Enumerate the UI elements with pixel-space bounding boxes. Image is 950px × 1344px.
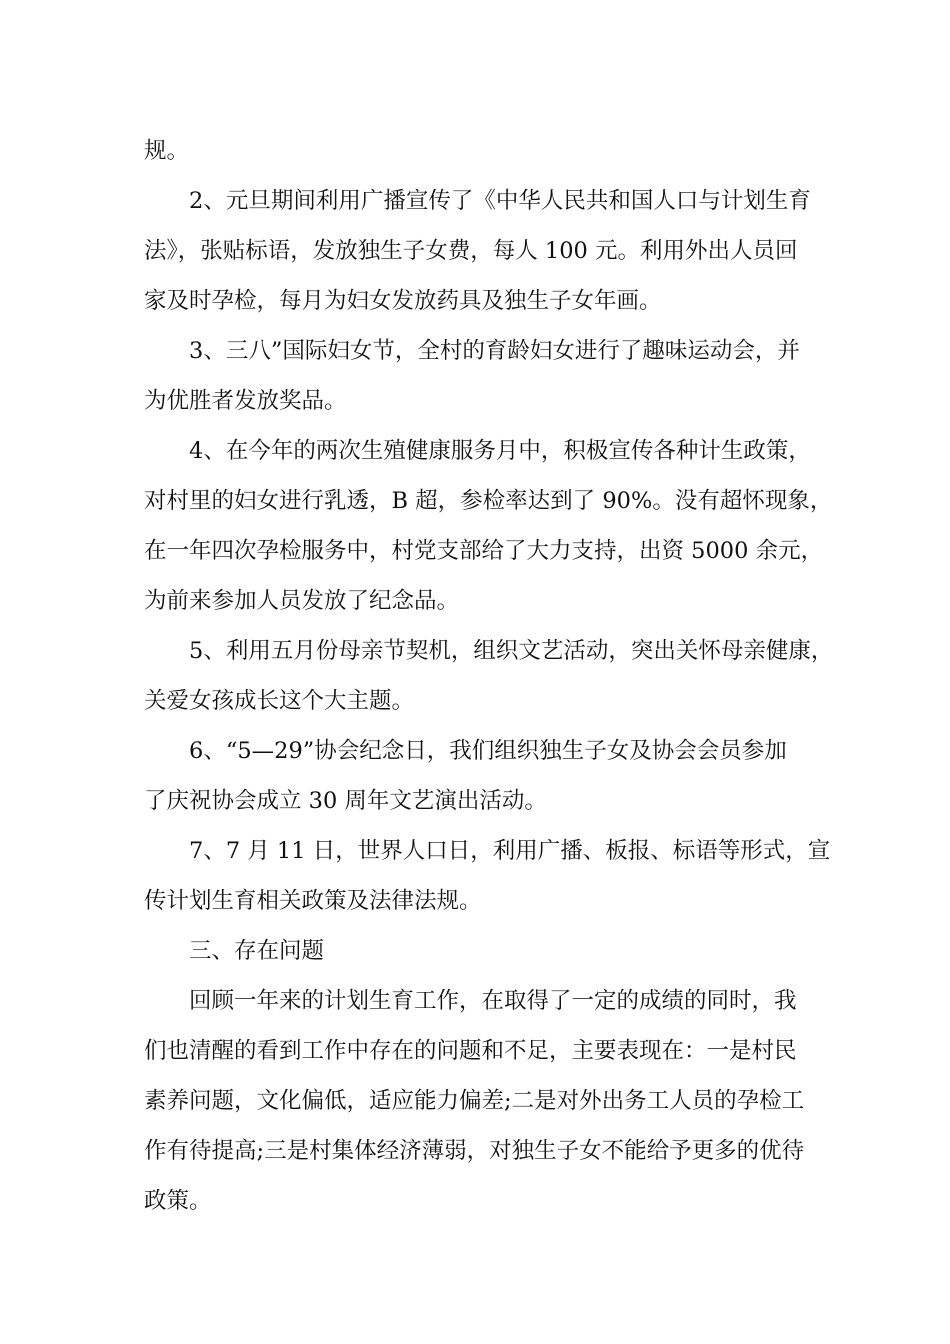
- text-line: 规。: [144, 138, 190, 164]
- paragraph-item-6-line-2: 了庆祝协会成立 30 周年文艺演出活动。: [144, 788, 547, 814]
- paragraph-item-2-line-1: 2、元旦期间利用广播宣传了《中华人民共和国人口与计划生育: [189, 188, 811, 214]
- paragraph-item-3-line-2: 为优胜者发放奖品。: [144, 388, 347, 414]
- paragraph-item-4-line-3: 在一年四次孕检服务中，村党支部给了大力支持，出资 5000 余元，: [144, 538, 824, 564]
- section-heading: 三、存在问题: [189, 938, 325, 964]
- summary-paragraph-line-2: 们也清醒的看到工作中存在的问题和不足，主要表现在：一是村民: [144, 1038, 797, 1064]
- paragraph-item-3-line-1: 3、三八”国际妇女节，全村的育龄妇女进行了趣味运动会，并: [189, 338, 800, 364]
- summary-paragraph-line-3: 素养问题，文化偏低，适应能力偏差;二是对外出务工人员的孕检工: [144, 1088, 805, 1114]
- summary-paragraph-line-5: 政策。: [144, 1188, 212, 1214]
- paragraph-item-2-line-3: 家及时孕检，每月为妇女发放药具及独生子女年画。: [144, 288, 662, 314]
- paragraph-item-5-line-2: 关爱女孩成长这个大主题。: [144, 688, 415, 714]
- paragraph-item-4-line-1: 4、在今年的两次生殖健康服务月中，积极宣传各种计生政策，: [189, 438, 811, 464]
- paragraph-item-7-line-2: 传计划生育相关政策及法律法规。: [144, 888, 482, 914]
- paragraph-item-6-line-1: 6、“5—29”协会纪念日，我们组织独生子女及协会会员参加: [189, 738, 787, 764]
- paragraph-item-5-line-1: 5、利用五月份母亲节契机，组织文艺活动，突出关怀母亲健康，: [189, 638, 834, 664]
- paragraph-item-4-line-2: 对村里的妇女进行乳透，B 超，参检率达到了 90%。没有超怀现象，: [144, 488, 833, 514]
- paragraph-item-4-line-4: 为前来参加人员发放了纪念品。: [144, 588, 460, 614]
- paragraph-item-7-line-1: 7、7 月 11 日，世界人口日，利用广播、板报、标语等形式，宣: [189, 838, 831, 864]
- summary-paragraph-line-1: 回顾一年来的计划生育工作，在取得了一定的成绩的同时，我: [189, 988, 797, 1014]
- paragraph-item-2-line-2: 法》，张贴标语，发放独生子女费，每人 100 元。利用外出人员回: [144, 238, 798, 264]
- summary-paragraph-line-4: 作有待提高;三是村集体经济薄弱，对独生子女不能给予更多的优待: [144, 1138, 805, 1164]
